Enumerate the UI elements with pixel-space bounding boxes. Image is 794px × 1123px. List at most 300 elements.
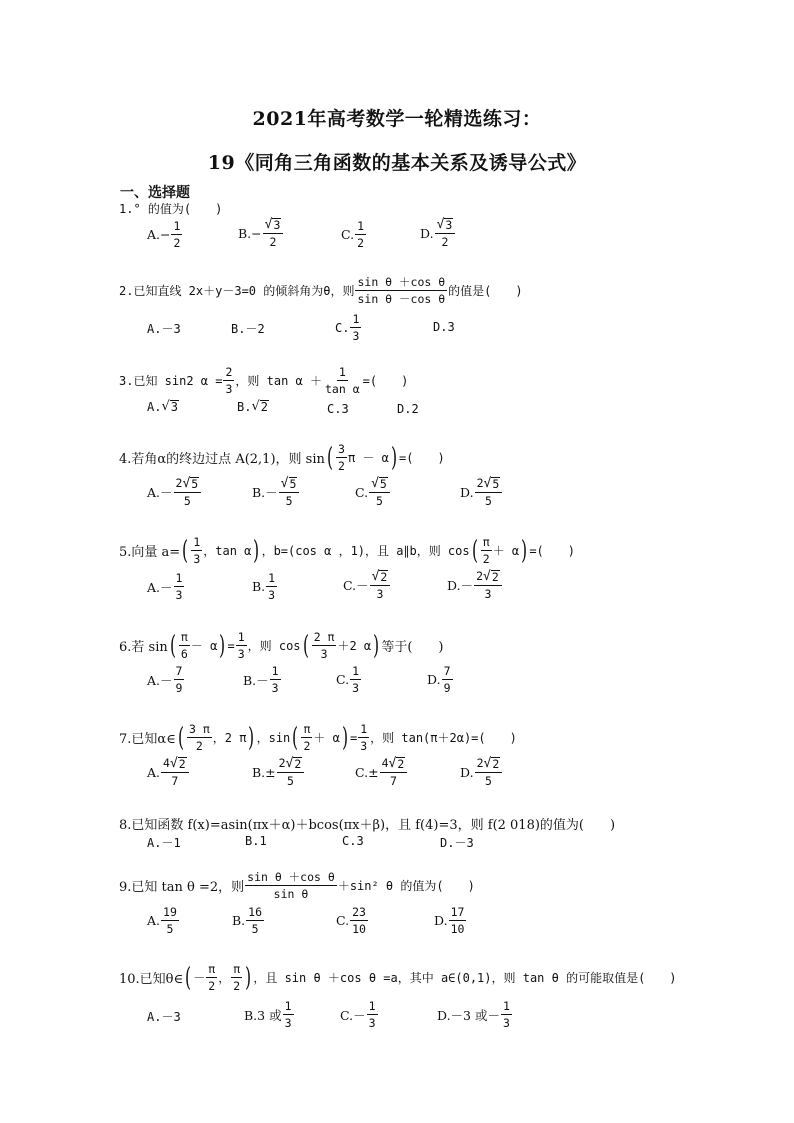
numerator: 1 bbox=[173, 219, 181, 233]
radicand: 5 bbox=[289, 477, 297, 491]
page-title: 2021年高考数学一轮精选练习： bbox=[252, 108, 542, 130]
numerator bbox=[475, 476, 503, 493]
fraction bbox=[277, 756, 305, 788]
fraction bbox=[501, 999, 512, 1030]
fraction bbox=[174, 571, 185, 602]
fraction bbox=[266, 571, 277, 602]
sqrt bbox=[281, 477, 298, 491]
left-paren: ( bbox=[302, 630, 309, 661]
denominator: 3 bbox=[368, 1016, 376, 1030]
denominator: sin θ bbox=[273, 887, 309, 901]
option-text: D.－3 bbox=[440, 836, 474, 850]
radical-sign: √ bbox=[483, 569, 491, 584]
coefficient: 2 bbox=[278, 756, 286, 770]
fraction bbox=[206, 962, 217, 993]
fraction bbox=[174, 476, 202, 508]
numerator: 1 bbox=[352, 664, 360, 678]
radical-sign: √ bbox=[371, 476, 379, 491]
question-stem: 5.向量 a= bbox=[119, 545, 181, 560]
option-d bbox=[447, 569, 503, 601]
fraction bbox=[481, 535, 492, 566]
option-label: B. bbox=[237, 400, 252, 414]
numerator: 1 bbox=[175, 571, 183, 585]
fraction bbox=[435, 217, 456, 249]
question-stem-end: ＋sin² θ 的值为( ) bbox=[337, 879, 475, 893]
radicand: 2 bbox=[380, 570, 388, 584]
question-stem-mid: ，则 tan α ＋ bbox=[235, 374, 322, 388]
radical-sign: √ bbox=[161, 399, 170, 414]
numerator: π bbox=[180, 630, 188, 644]
fraction bbox=[475, 476, 503, 508]
denominator: 5 bbox=[251, 922, 259, 936]
denominator: 2 bbox=[195, 739, 203, 753]
sqrt bbox=[483, 570, 500, 584]
coefficient: 4 bbox=[163, 756, 170, 770]
left-paren: ( bbox=[177, 722, 184, 753]
option-c bbox=[343, 569, 391, 601]
numerator: 7 bbox=[175, 664, 183, 678]
option-text: A.－3 bbox=[147, 1010, 181, 1024]
fraction bbox=[474, 569, 502, 601]
numerator: 1 bbox=[502, 999, 510, 1013]
expression: ＋ α bbox=[313, 731, 340, 745]
fraction bbox=[449, 905, 467, 936]
left-paren: ( bbox=[185, 962, 192, 993]
option-label: A. bbox=[147, 400, 162, 414]
option-d bbox=[433, 320, 455, 334]
numerator: 1 bbox=[193, 535, 201, 549]
right-paren: ) bbox=[219, 630, 226, 661]
radicand: 2 bbox=[492, 757, 500, 771]
denominator: 2 bbox=[173, 236, 181, 250]
left-paren: ( bbox=[326, 442, 333, 473]
denominator: 5 bbox=[183, 494, 191, 508]
coefficient: 2 bbox=[476, 476, 484, 490]
fraction bbox=[174, 664, 185, 695]
denominator: 3 bbox=[502, 1016, 510, 1030]
option-b bbox=[252, 571, 278, 602]
question-9 bbox=[119, 870, 475, 901]
fraction bbox=[191, 535, 202, 566]
denominator: 2 bbox=[303, 739, 311, 753]
denominator: 9 bbox=[443, 681, 451, 695]
fraction bbox=[283, 999, 294, 1030]
numerator bbox=[475, 756, 503, 773]
question-8 bbox=[119, 814, 615, 833]
denominator: 2 bbox=[441, 235, 449, 249]
fraction bbox=[171, 219, 182, 250]
option-label: B.－ bbox=[243, 672, 269, 688]
option-d bbox=[434, 905, 467, 936]
fraction bbox=[231, 962, 242, 993]
option-label: D.－3 或－ bbox=[437, 1007, 500, 1023]
denominator: 5 bbox=[287, 774, 294, 788]
numerator bbox=[474, 569, 502, 586]
option-text: D.2 bbox=[397, 402, 419, 416]
radicand: 5 bbox=[492, 477, 500, 491]
option-text: B.1 bbox=[245, 834, 267, 848]
coefficient: 2 bbox=[175, 476, 183, 490]
fraction bbox=[263, 217, 284, 249]
denominator: 2 bbox=[269, 235, 277, 249]
option-a bbox=[147, 756, 190, 788]
option-d bbox=[460, 756, 503, 788]
question-stem: 7.已知α∈ bbox=[119, 732, 176, 747]
option-a bbox=[147, 664, 185, 695]
option-label: D. bbox=[434, 913, 448, 928]
numerator: π bbox=[233, 962, 241, 976]
radical-sign: √ bbox=[388, 756, 397, 771]
denominator: 2 bbox=[357, 236, 365, 250]
fraction bbox=[279, 476, 300, 508]
radicand: 2 bbox=[397, 757, 405, 771]
question-stem-mid: ，则 cos bbox=[247, 639, 301, 653]
numerator: 1 bbox=[368, 999, 376, 1013]
numerator: 1 bbox=[271, 664, 279, 678]
fraction bbox=[355, 275, 447, 306]
option-label: D. bbox=[427, 672, 441, 687]
option-a bbox=[147, 571, 185, 602]
sqrt bbox=[286, 757, 303, 771]
expression: ，tan α bbox=[203, 544, 252, 558]
question-stem: 8.已知函数 f(x)=asin(πx＋α)＋bcos(πx＋β)，且 f(4)=3，则 f(2 018)的值为( ) bbox=[119, 818, 616, 833]
radical-sign: √ bbox=[264, 217, 273, 232]
fraction bbox=[336, 442, 347, 473]
sqrt bbox=[389, 757, 406, 771]
radical-sign: √ bbox=[483, 756, 492, 771]
option-b bbox=[232, 905, 265, 936]
option-b bbox=[231, 320, 265, 337]
option-b bbox=[237, 400, 269, 414]
denominator: 10 bbox=[450, 922, 465, 936]
denominator: 9 bbox=[175, 681, 183, 695]
question-stem: 10.已知θ∈ bbox=[119, 972, 184, 987]
sqrt bbox=[170, 757, 187, 771]
numerator bbox=[263, 217, 284, 234]
numerator: π bbox=[208, 962, 216, 976]
denominator: 5 bbox=[484, 494, 492, 508]
question-3 bbox=[119, 365, 408, 396]
option-text: C.3 bbox=[327, 402, 349, 416]
numerator: 1 bbox=[360, 722, 368, 736]
option-b bbox=[244, 999, 295, 1030]
option-label: A. bbox=[147, 913, 161, 928]
option-a bbox=[147, 1008, 181, 1025]
denominator: 2 bbox=[482, 552, 490, 566]
question-4 bbox=[119, 442, 445, 473]
fraction bbox=[161, 905, 179, 936]
question-stem-end: ，则 tan(π＋2α)=( ) bbox=[370, 731, 517, 745]
coefficient: 4 bbox=[381, 756, 389, 770]
option-d bbox=[420, 217, 456, 249]
option-c bbox=[355, 476, 391, 508]
question-stem-end: ，且 sin θ ＋cos θ =a，其中 a∈(0,1)，则 tan θ 的可能取值是( ) bbox=[253, 971, 677, 985]
numerator: 1 bbox=[352, 312, 360, 326]
question-7 bbox=[119, 722, 517, 753]
option-label: D. bbox=[420, 225, 434, 241]
option-c bbox=[355, 756, 408, 788]
numerator: 2 bbox=[225, 365, 233, 379]
option-a bbox=[147, 905, 180, 936]
question-stem: 6.若 sin bbox=[119, 640, 168, 655]
option-label: C.± bbox=[355, 764, 379, 780]
option-label: A.－ bbox=[147, 672, 173, 688]
radical-sign: √ bbox=[169, 756, 178, 771]
numerator: 3 π bbox=[188, 722, 210, 736]
radicand: 5 bbox=[379, 477, 387, 491]
denominator: 3 bbox=[352, 681, 360, 695]
radical-sign: √ bbox=[436, 217, 445, 232]
radicand: 3 bbox=[445, 218, 453, 232]
denominator: 2 bbox=[208, 979, 216, 993]
option-c bbox=[336, 664, 362, 695]
right-paren: ) bbox=[373, 630, 380, 661]
right-paren: ) bbox=[245, 962, 252, 993]
denominator: 7 bbox=[171, 774, 179, 788]
denominator: 7 bbox=[389, 774, 397, 788]
option-c bbox=[342, 834, 364, 848]
option-label: C. bbox=[341, 227, 355, 242]
denominator: 3 bbox=[352, 329, 360, 343]
denominator: 6 bbox=[180, 647, 188, 661]
option-a bbox=[147, 400, 179, 414]
right-paren: ) bbox=[248, 722, 255, 753]
denominator: 5 bbox=[376, 494, 383, 508]
denominator: 5 bbox=[484, 774, 492, 788]
radicand: 2 bbox=[260, 400, 268, 414]
question-10 bbox=[119, 962, 677, 993]
option-d bbox=[437, 999, 513, 1030]
equals-sign: = bbox=[227, 638, 235, 653]
coefficient: 2 bbox=[476, 569, 483, 583]
sqrt bbox=[371, 477, 388, 491]
numerator: sin θ ＋cos θ bbox=[247, 870, 335, 884]
fraction bbox=[442, 664, 453, 695]
option-d bbox=[397, 402, 419, 416]
option-text: B.－2 bbox=[231, 322, 265, 336]
option-label: C. bbox=[355, 484, 369, 500]
denominator: sin θ －cos θ bbox=[357, 292, 446, 306]
radical-sign: √ bbox=[285, 756, 294, 771]
left-paren: ( bbox=[471, 535, 478, 566]
option-a bbox=[147, 476, 202, 508]
radical-sign: √ bbox=[483, 476, 492, 491]
left-paren: ( bbox=[292, 722, 299, 753]
denominator: 3 bbox=[320, 647, 328, 661]
option-a bbox=[147, 834, 181, 851]
option-label: C.－ bbox=[343, 578, 369, 593]
question-stem-end: =( ) bbox=[529, 544, 575, 558]
radical-sign: √ bbox=[182, 476, 191, 491]
fraction bbox=[367, 999, 378, 1030]
option-b bbox=[238, 217, 284, 249]
radical-sign: √ bbox=[251, 399, 260, 414]
option-label: B.± bbox=[252, 764, 276, 780]
expression: π － α bbox=[347, 451, 389, 465]
fraction bbox=[355, 219, 366, 250]
numerator: 3 bbox=[338, 442, 345, 456]
question-stem: 1.° 的值为( ) bbox=[119, 202, 223, 216]
question-stem: 2.已知直线 2x＋y－3=0 的倾斜角为θ，则 bbox=[119, 284, 355, 298]
radical-sign: √ bbox=[280, 476, 289, 491]
numerator: π bbox=[482, 535, 490, 549]
sqrt bbox=[161, 400, 179, 414]
denominator: 3 bbox=[175, 588, 183, 602]
question-6 bbox=[119, 630, 443, 661]
option-text: D.3 bbox=[433, 320, 455, 334]
numerator: 7 bbox=[443, 664, 451, 678]
numerator bbox=[369, 476, 390, 493]
option-a bbox=[147, 219, 183, 250]
numerator bbox=[435, 217, 456, 234]
fraction bbox=[223, 365, 234, 396]
question-1 bbox=[119, 200, 222, 217]
fraction bbox=[369, 476, 390, 508]
numerator: 17 bbox=[450, 905, 465, 919]
sqrt bbox=[437, 218, 454, 232]
option-label: A. bbox=[147, 764, 161, 780]
question-stem: 9.已知 tan θ =2，则 bbox=[119, 880, 245, 895]
denominator: 5 bbox=[285, 494, 293, 508]
numerator bbox=[277, 756, 305, 773]
fraction bbox=[358, 722, 369, 753]
numerator: sin θ ＋cos θ bbox=[357, 275, 446, 289]
minus-sign: － bbox=[193, 971, 206, 985]
option-d bbox=[460, 476, 503, 508]
right-paren: ) bbox=[253, 535, 260, 566]
option-c bbox=[341, 219, 367, 250]
numerator: 1 bbox=[268, 571, 276, 585]
denominator: 3 bbox=[360, 739, 368, 753]
option-label: C. bbox=[336, 913, 350, 928]
radicand: 2 bbox=[491, 570, 499, 584]
fraction bbox=[187, 722, 212, 753]
numerator: 1 bbox=[237, 630, 245, 644]
fraction bbox=[350, 312, 361, 343]
denominator: 10 bbox=[352, 922, 366, 936]
denominator: 3 bbox=[268, 588, 276, 602]
option-c bbox=[336, 905, 369, 936]
option-label: C. bbox=[335, 320, 350, 335]
numerator bbox=[380, 756, 408, 773]
expression: ，2 π bbox=[212, 731, 247, 745]
numerator: 23 bbox=[352, 905, 366, 919]
radicand: 2 bbox=[294, 757, 302, 771]
right-paren: ) bbox=[341, 722, 348, 753]
numerator: 2 π bbox=[313, 630, 335, 644]
radicand: 2 bbox=[178, 757, 186, 771]
denominator: 3 bbox=[225, 382, 233, 396]
fraction bbox=[350, 905, 368, 936]
question-stem-end: =( ) bbox=[399, 451, 445, 465]
fraction bbox=[301, 722, 312, 753]
fraction bbox=[246, 905, 264, 936]
fraction bbox=[380, 756, 408, 788]
radicand: 5 bbox=[191, 477, 199, 491]
denominator: 3 bbox=[484, 587, 492, 601]
sqrt bbox=[251, 400, 269, 414]
option-label: D. bbox=[460, 484, 474, 500]
option-label: D.－ bbox=[447, 578, 474, 593]
option-a bbox=[147, 320, 181, 337]
equals-sign: = bbox=[349, 730, 358, 745]
option-label: B. bbox=[252, 579, 266, 594]
denominator: 3 bbox=[237, 647, 245, 661]
numerator bbox=[161, 756, 189, 773]
sqrt bbox=[484, 477, 501, 491]
option-text: A.－3 bbox=[147, 322, 181, 336]
coefficient: 2 bbox=[476, 756, 484, 770]
right-paren: ) bbox=[390, 442, 397, 473]
option-label: B.3 或 bbox=[244, 1007, 282, 1023]
fraction bbox=[236, 630, 247, 661]
numerator bbox=[174, 476, 202, 493]
option-label: B.－ bbox=[252, 485, 278, 500]
option-c bbox=[340, 999, 379, 1030]
left-paren: ( bbox=[182, 535, 189, 566]
numerator: 16 bbox=[248, 905, 263, 919]
option-label: C.－ bbox=[340, 1007, 366, 1023]
radicand: 3 bbox=[170, 400, 178, 414]
page-subtitle: 19《同角三角函数的基本关系及诱导公式》 bbox=[207, 152, 587, 174]
fraction bbox=[179, 630, 190, 661]
question-stem: 4.若角α的终边过点 A(2,1)，则 sin bbox=[119, 452, 325, 467]
option-text: C.3 bbox=[342, 834, 364, 848]
expression: ＋ α bbox=[492, 544, 520, 558]
question-stem-end: 等于( ) bbox=[381, 640, 444, 655]
numerator bbox=[370, 569, 391, 586]
option-b bbox=[252, 476, 300, 508]
sqrt bbox=[484, 757, 501, 771]
option-label: B.− bbox=[238, 225, 262, 241]
option-d bbox=[427, 664, 454, 695]
option-d bbox=[440, 834, 474, 851]
right-paren: ) bbox=[521, 535, 528, 566]
option-label: B. bbox=[232, 913, 246, 928]
question-5 bbox=[119, 535, 575, 566]
option-label: A.－ bbox=[147, 579, 173, 595]
expression: ＋2 α bbox=[337, 639, 372, 653]
denominator: 3 bbox=[193, 552, 201, 566]
numerator bbox=[279, 476, 300, 493]
option-text: A.－1 bbox=[147, 836, 181, 850]
numerator: 19 bbox=[163, 905, 177, 919]
option-label: D. bbox=[460, 764, 474, 780]
section-heading: 一、选择题 bbox=[120, 185, 190, 201]
fraction bbox=[370, 569, 391, 601]
fraction bbox=[323, 365, 362, 396]
option-b bbox=[252, 756, 305, 788]
denominator: 3 bbox=[284, 1016, 292, 1030]
fraction bbox=[161, 756, 189, 788]
sqrt bbox=[182, 477, 199, 491]
fraction bbox=[350, 664, 361, 695]
denominator: 5 bbox=[166, 922, 174, 936]
sqrt bbox=[372, 570, 389, 584]
question-stem-end: =( ) bbox=[362, 374, 409, 388]
question-stem-end: 的值是( ) bbox=[448, 284, 523, 298]
option-c bbox=[327, 402, 349, 416]
denominator: 3 bbox=[271, 681, 279, 695]
question-stem: 3.已知 sin2 α = bbox=[119, 374, 223, 388]
expression: － α bbox=[190, 639, 218, 653]
numerator: 1 bbox=[357, 219, 365, 233]
numerator: π bbox=[303, 722, 311, 736]
option-b bbox=[245, 834, 267, 848]
option-label: A.− bbox=[147, 227, 171, 242]
fraction bbox=[270, 664, 281, 695]
sqrt bbox=[265, 218, 282, 232]
